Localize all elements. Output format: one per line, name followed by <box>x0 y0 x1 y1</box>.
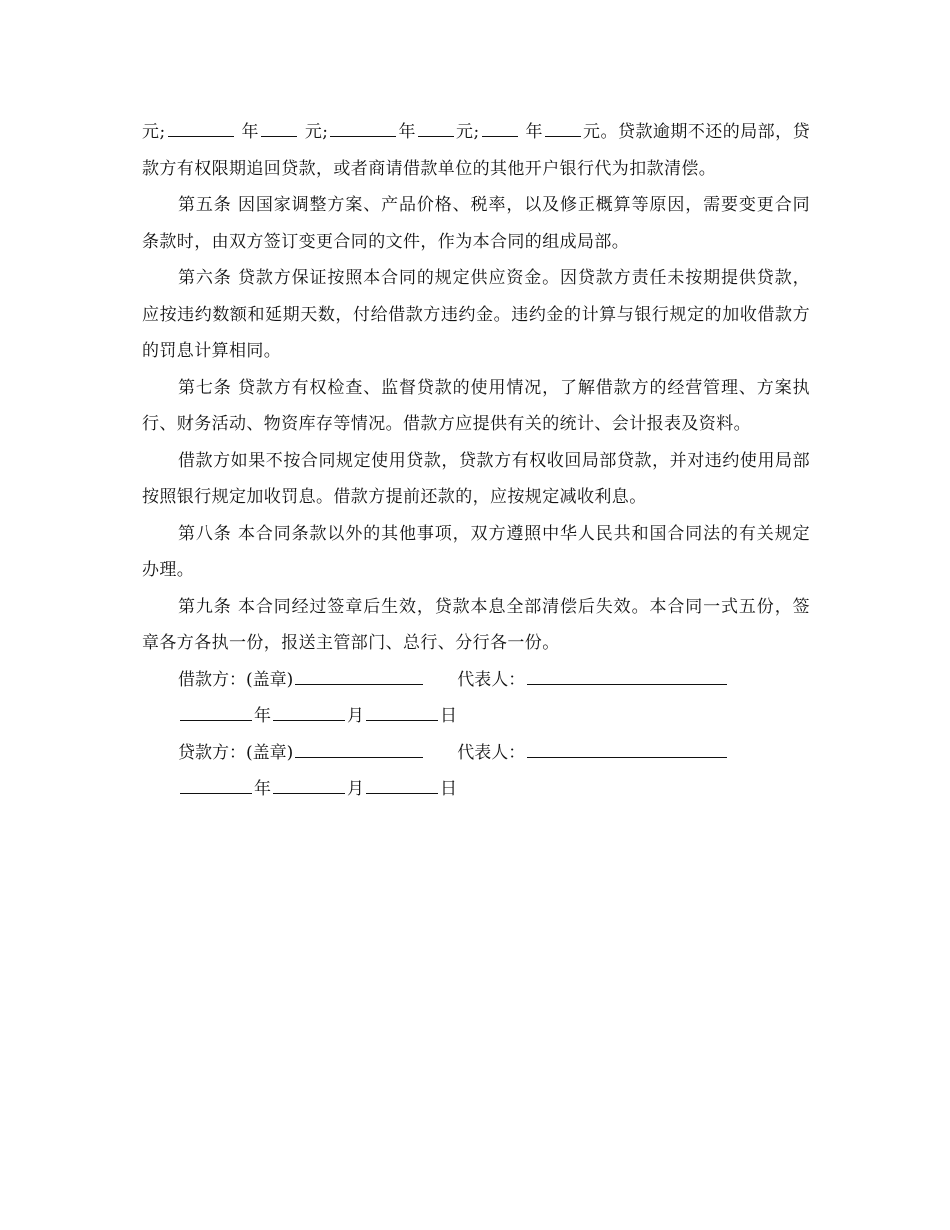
article-6: 第六条 贷款方保证按照本合同的规定供应资金。因贷款方责任未按期提供贷款，应按违约数额和延期天数，付给借款方违约金。违约金的计算与银行规定的加收借款方的罚息计算相同。 <box>142 268 810 361</box>
article-5: 第五条 因国家调整方案、产品价格、税率，以及修正概算等原因，需要变更合同条款时，由双方签订变更合同的文件，作为本合同的组成局部。 <box>142 195 810 252</box>
text-year: 年 <box>254 779 271 799</box>
year-blank <box>180 776 252 794</box>
blank-line <box>330 119 396 137</box>
article-7: 第七条 贷款方有权检查、监督贷款的使用情况，了解借款方的经营管理、方案执行、财务活动、物资库存等情况。借款方应提供有关的统计、会计报表及资料。 <box>142 377 810 434</box>
text-yuan: 元 <box>455 122 474 142</box>
borrower-seal-blank <box>295 667 423 685</box>
blank-line <box>261 119 297 137</box>
day-blank <box>366 776 438 794</box>
borrower-rep-blank <box>527 667 727 685</box>
contract-page <box>142 114 810 808</box>
lender-rep-blank <box>527 740 727 758</box>
text-month: 月 <box>347 706 364 726</box>
lender-rep-label: 代表人： <box>457 742 526 763</box>
text-year: 年 <box>254 706 271 726</box>
text-day: 日 <box>440 706 457 726</box>
text-yuan: 元 <box>582 122 601 142</box>
lender-label: 贷款方：(盖章) <box>178 742 294 763</box>
borrower-signature-line <box>142 662 810 699</box>
article-9: 第九条 本合同经过签章后生效，贷款本息全部清偿后失效。本合同一式五份，签章各方各执一份，报送主管部门、总行、分行各一份。 <box>142 596 810 653</box>
text-year: 年 <box>525 122 543 142</box>
borrower-rep-label: 代表人： <box>457 669 526 690</box>
article-8: 第八条 本合同条款以外的其他事项，双方遵照中华人民共和国合同法的有关规定办理。 <box>142 523 810 580</box>
blank-line <box>168 119 234 137</box>
lender-seal-blank <box>295 740 423 758</box>
month-blank <box>273 776 345 794</box>
text-yuan: 元 <box>142 122 160 142</box>
month-blank <box>273 703 345 721</box>
text-year: 年 <box>241 122 259 142</box>
blank-line <box>545 119 581 137</box>
text-day: 日 <box>440 779 457 799</box>
borrower-date-line <box>142 698 810 735</box>
text-semicolon: ; <box>159 122 166 142</box>
article-7-continued: 借款方如果不按合同规定使用贷款，贷款方有权收回局部贷款，并对违约使用局部按照银行规定加收罚息。借款方提前还款的，应按规定减收利息。 <box>142 450 810 507</box>
blank-line <box>482 119 518 137</box>
text-semicolon: ; <box>322 122 329 142</box>
text-yuan: 元 <box>304 122 323 142</box>
lender-date-line <box>142 771 810 808</box>
fragment-paragraph <box>142 114 810 187</box>
text-semicolon: ; <box>473 122 480 142</box>
text-month: 月 <box>347 779 364 799</box>
lender-signature-line <box>142 735 810 772</box>
text-year: 年 <box>398 122 416 142</box>
day-blank <box>366 703 438 721</box>
borrower-label: 借款方：(盖章) <box>178 669 294 690</box>
fragment-tail-text: 。贷款逾期不还的局部，贷款方有权限期追回贷款，或者商请借款单位的其他开户银行代为扣款清偿。 <box>142 122 810 179</box>
year-blank <box>180 703 252 721</box>
blank-line <box>418 119 454 137</box>
